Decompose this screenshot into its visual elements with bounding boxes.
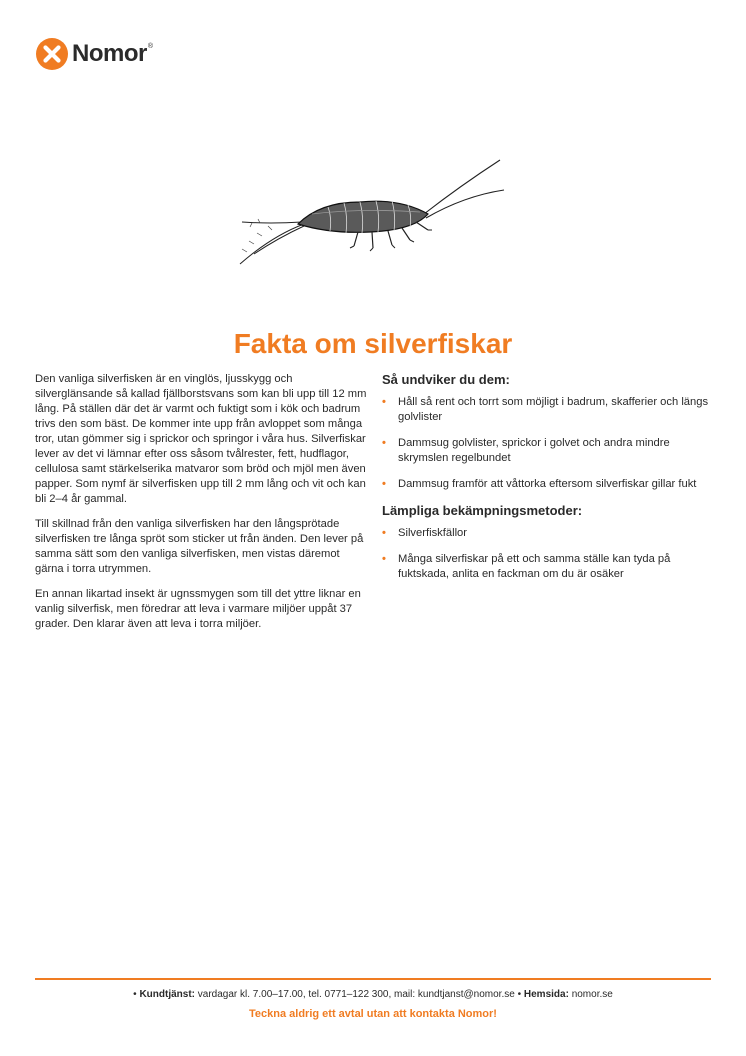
list-item-text: Många silverfiskar på ett och samma ställe kan tyda på fuktskada, anlita en fackman om du är osäker [398,553,671,580]
intro-column [35,372,367,642]
registered-mark: ® [147,42,154,50]
silverfish-illustration [232,152,512,274]
bullet-icon: • [382,478,386,490]
footer-divider [35,978,711,980]
methods-list [382,526,718,582]
footer-bullet: • [133,989,137,1000]
paragraph: Till skillnad från den vanliga silverfisken har den långsprötade silverfisken tre långa spröt som sticker ut från änden. Den lever på samma sätt som den vanliga silverfisken, men vistas däremot gärna i torra utrymmen. [35,518,364,575]
list-item [382,552,718,582]
avoid-list [382,395,718,492]
list-item-text: Håll så rent och torrt som möjligt i badrum, skafferier och längs golvlister [398,396,709,423]
list-item [382,477,718,492]
bullet-icon: • [382,553,386,565]
paragraph: Den vanliga silverfisken är en vinglös, ljusskygg och silverglänsande så kallad fjällborstsvans som kan bli upp till 12 mm lång. På ställen där det är varmt och fuktigt som i kök och badrum trivs den som bäst. De kommer inte upp från avloppet som många tror, utan gömmer sig i sprickor och springor i våra hus. Silverfiskar lever av det vi lämnar efter oss såsom tvålrester, fett, hudflagor, cellulosa samt stärkelserika matvaror som bröd och mjöl men även papper. Som nymf är silverfisken upp till 2 mm lång och vit och kan bli 2–4 år gammal. [35,373,367,505]
nomor-logo-icon [36,38,68,70]
list-item-text: Silverfiskfällor [398,527,468,539]
list-item [382,526,718,541]
paragraph: En annan likartad insekt är ugnssmygen som till det yttre liknar en vanlig silverfisk, men föredrar att leva i varmare miljöer uppåt 37 grader. Den klarar även att leva i torra miljöer. [35,588,361,630]
footer-call-to-action: Teckna aldrig ett avtal utan att kontakta Nomor! [249,1008,497,1020]
service-label: Kundtjänst: [139,989,195,1000]
bullet-icon: • [382,527,386,539]
list-item [382,436,718,466]
bullet-icon: • [382,437,386,449]
footer-contact [0,989,746,1000]
footer-bullet: • [517,989,522,1000]
list-item-text: Dammsug golvlister, sprickor i golvet och andra mindre skrymslen regelbundet [398,437,670,464]
website-label: Hemsida: [523,989,569,1000]
website-link[interactable]: nomor.se [571,989,613,1000]
section-heading-avoid: Så undviker du dem: [382,372,510,387]
service-text: vardagar kl. 7.00–17.00, tel. 0771–122 300, mail: kundtjanst@nomor.se [197,989,515,1000]
section-heading-methods: Lämpliga bekämpningsmetoder: [382,503,583,518]
list-item-text: Dammsug framför att våttorka eftersom silverfiskar gillar fukt [398,478,697,490]
bullet-icon: • [382,396,386,408]
page-title: Fakta om silverfiskar [233,328,513,359]
list-item [382,395,718,425]
advice-column [382,372,718,593]
brand-logo [36,38,153,70]
brand-name: Nomor [72,40,147,67]
